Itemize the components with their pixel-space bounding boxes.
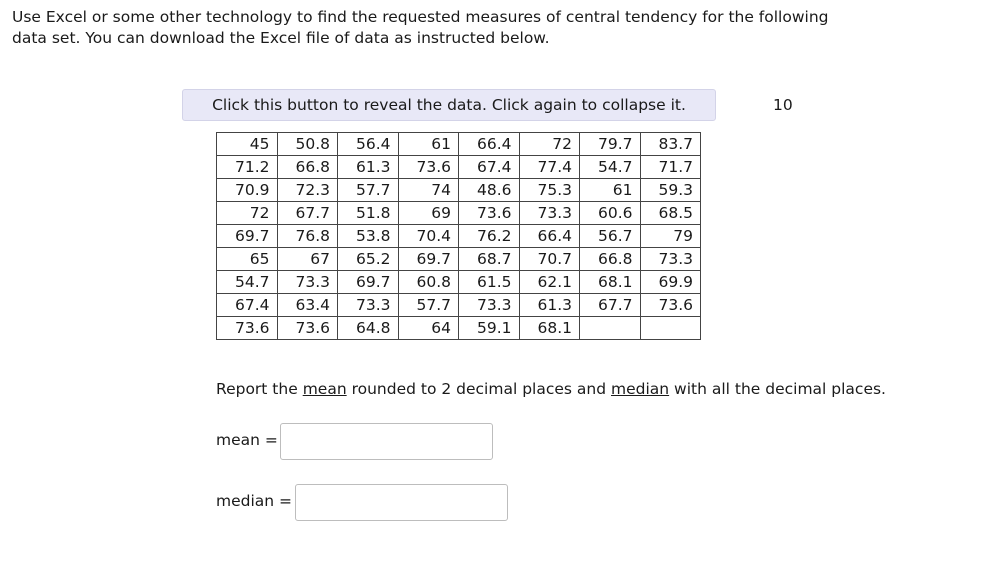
table-cell: 57.7 <box>338 179 399 202</box>
table-cell: 73.3 <box>277 271 338 294</box>
table-cell: 72.3 <box>277 179 338 202</box>
table-cell: 64 <box>398 317 459 340</box>
median-label: median = <box>216 492 293 510</box>
table-cell: 69.7 <box>338 271 399 294</box>
report-text-1: Report the <box>216 380 303 398</box>
table-cell: 61.3 <box>338 156 399 179</box>
table-cell: 76.8 <box>277 225 338 248</box>
table-cell: 77.4 <box>519 156 580 179</box>
table-cell: 70.9 <box>217 179 278 202</box>
table-cell: 73.3 <box>338 294 399 317</box>
table-row <box>217 294 701 317</box>
table-cell: 73.6 <box>277 317 338 340</box>
table-cell <box>640 317 701 340</box>
table-cell: 57.7 <box>398 294 459 317</box>
table-cell: 72 <box>519 133 580 156</box>
report-text-2: rounded to 2 decimal places and <box>346 380 611 398</box>
table-cell: 67.7 <box>580 294 641 317</box>
table-cell: 70.4 <box>398 225 459 248</box>
table-row <box>217 202 701 225</box>
table-cell: 66.4 <box>459 133 520 156</box>
reveal-data-button[interactable]: Click this button to reveal the data. Click again to collapse it. <box>182 89 716 121</box>
table-cell: 62.1 <box>519 271 580 294</box>
table-cell: 59.1 <box>459 317 520 340</box>
table-cell: 61.3 <box>519 294 580 317</box>
table-cell: 74 <box>398 179 459 202</box>
table-cell: 73.6 <box>217 317 278 340</box>
table-cell: 65.2 <box>338 248 399 271</box>
table-cell: 64.8 <box>338 317 399 340</box>
table-cell: 83.7 <box>640 133 701 156</box>
data-table <box>216 132 701 340</box>
table-cell: 61 <box>398 133 459 156</box>
table-cell: 65 <box>217 248 278 271</box>
report-text-3: with all the decimal places. <box>669 380 886 398</box>
table-cell: 67.4 <box>217 294 278 317</box>
table-cell: 76.2 <box>459 225 520 248</box>
table-cell: 73.3 <box>459 294 520 317</box>
table-cell: 60.6 <box>580 202 641 225</box>
table-cell: 73.6 <box>459 202 520 225</box>
table-cell: 73.3 <box>519 202 580 225</box>
table-cell: 68.7 <box>459 248 520 271</box>
table-cell: 45 <box>217 133 278 156</box>
median-link[interactable]: median <box>611 380 670 398</box>
table-cell: 54.7 <box>217 271 278 294</box>
table-cell: 66.8 <box>580 248 641 271</box>
table-cell: 66.4 <box>519 225 580 248</box>
table-row <box>217 225 701 248</box>
table-cell: 63.4 <box>277 294 338 317</box>
table-cell: 69 <box>398 202 459 225</box>
table-cell: 75.3 <box>519 179 580 202</box>
table-cell: 54.7 <box>580 156 641 179</box>
table-cell: 59.3 <box>640 179 701 202</box>
table-cell: 67.7 <box>277 202 338 225</box>
table-cell: 68.5 <box>640 202 701 225</box>
table-cell: 50.8 <box>277 133 338 156</box>
side-count: 10 <box>773 96 793 114</box>
instructions-line-1: Use Excel or some other technology to find the requested measures of central tendency for the following <box>12 8 829 26</box>
instructions <box>12 7 912 49</box>
table-cell: 51.8 <box>338 202 399 225</box>
median-input[interactable] <box>295 484 508 521</box>
table-row <box>217 156 701 179</box>
report-instructions <box>216 380 886 398</box>
table-row <box>217 317 701 340</box>
table-cell: 67 <box>277 248 338 271</box>
table-cell: 69.7 <box>398 248 459 271</box>
mean-input[interactable] <box>280 423 493 460</box>
instructions-line-2: data set. You can download the Excel file of data as instructed below. <box>12 29 550 47</box>
table-cell: 71.2 <box>217 156 278 179</box>
table-cell: 73.3 <box>640 248 701 271</box>
table-cell: 71.7 <box>640 156 701 179</box>
table-cell: 79 <box>640 225 701 248</box>
table-cell: 73.6 <box>640 294 701 317</box>
table-row <box>217 248 701 271</box>
table-cell: 69.9 <box>640 271 701 294</box>
mean-label: mean = <box>216 431 278 449</box>
table-cell: 48.6 <box>459 179 520 202</box>
table-cell: 53.8 <box>338 225 399 248</box>
table-row <box>217 179 701 202</box>
table-cell: 72 <box>217 202 278 225</box>
mean-link[interactable]: mean <box>302 380 347 398</box>
table-cell: 67.4 <box>459 156 520 179</box>
table-cell: 60.8 <box>398 271 459 294</box>
table-cell: 56.7 <box>580 225 641 248</box>
table-cell: 66.8 <box>277 156 338 179</box>
table-cell: 68.1 <box>519 317 580 340</box>
table-cell <box>580 317 641 340</box>
table-cell: 69.7 <box>217 225 278 248</box>
table-cell: 70.7 <box>519 248 580 271</box>
table-cell: 56.4 <box>338 133 399 156</box>
table-cell: 61.5 <box>459 271 520 294</box>
table-cell: 61 <box>580 179 641 202</box>
table-cell: 68.1 <box>580 271 641 294</box>
table-cell: 79.7 <box>580 133 641 156</box>
table-cell: 73.6 <box>398 156 459 179</box>
table-row <box>217 271 701 294</box>
table-row <box>217 133 701 156</box>
